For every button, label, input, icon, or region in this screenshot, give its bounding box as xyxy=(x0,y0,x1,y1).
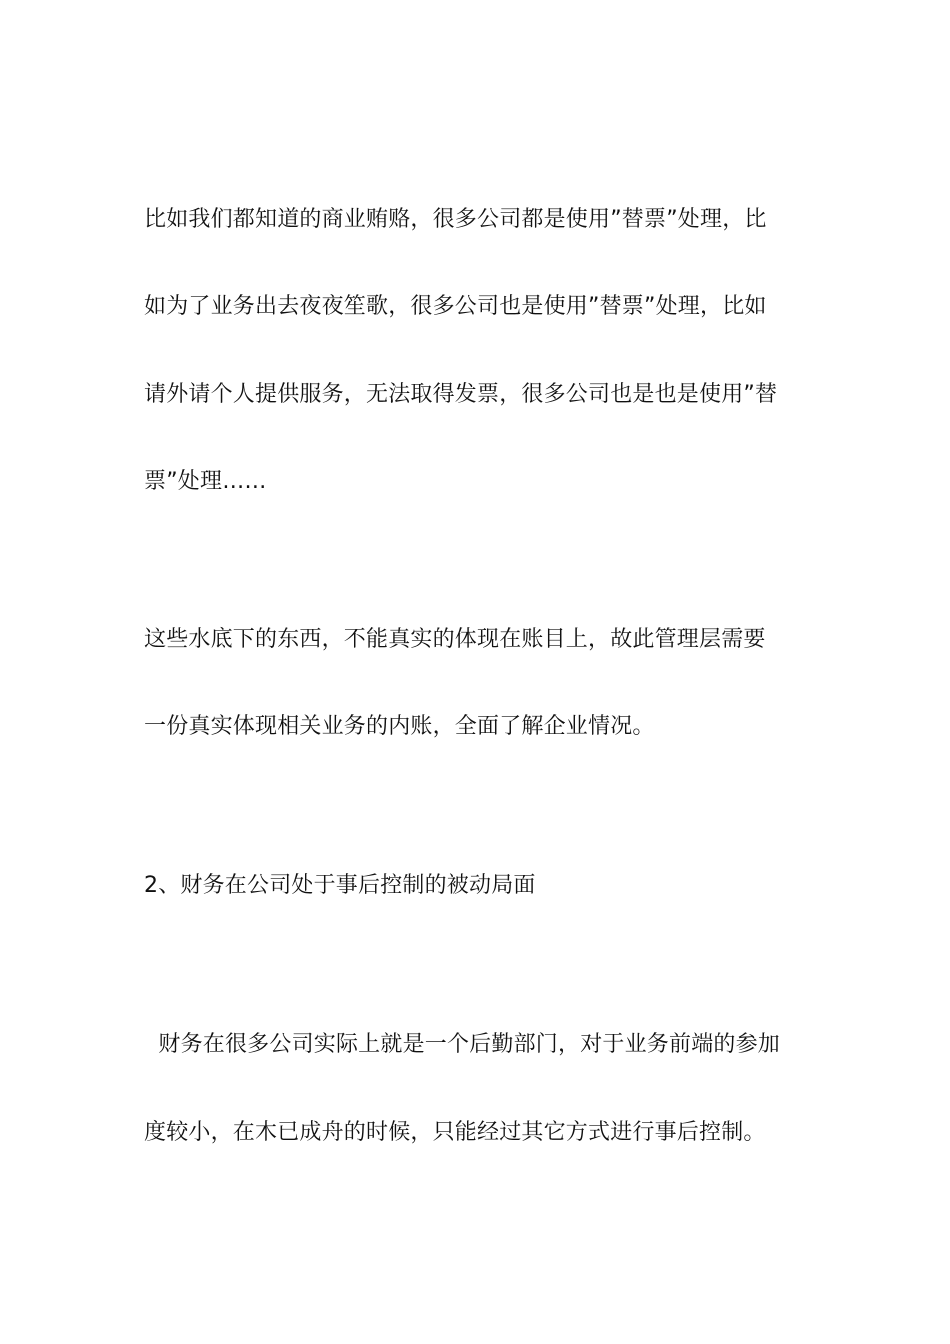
paragraph-2-line-2: 一份真实体现相关业务的内账，全面了解企业情况。 xyxy=(144,714,655,739)
paragraph-1-line-4: 票”处理…… xyxy=(144,469,267,494)
paragraph-3-line-2: 度较小，在木已成舟的时候，只能经过其它方式进行事后控制。 xyxy=(144,1120,766,1145)
paragraph-2-line-1: 这些水底下的东西，不能真实的体现在账目上，故此管理层需要 xyxy=(144,627,766,652)
paragraph-3-line-1: 财务在很多公司实际上就是一个后勤部门，对于业务前端的参加 xyxy=(144,1032,780,1057)
paragraph-1-line-3: 请外请个人提供服务，无法取得发票，很多公司也是也是使用”替 xyxy=(144,382,778,407)
section-heading: 2、财务在公司处于事后控制的被动局面 xyxy=(144,873,536,898)
paragraph-1-line-1: 比如我们都知道的商业贿赂，很多公司都是使用”替票”处理，比 xyxy=(144,207,767,232)
paragraph-1-line-2: 如为了业务出去夜夜笙歌，很多公司也是使用”替票”处理，比如 xyxy=(144,294,767,319)
